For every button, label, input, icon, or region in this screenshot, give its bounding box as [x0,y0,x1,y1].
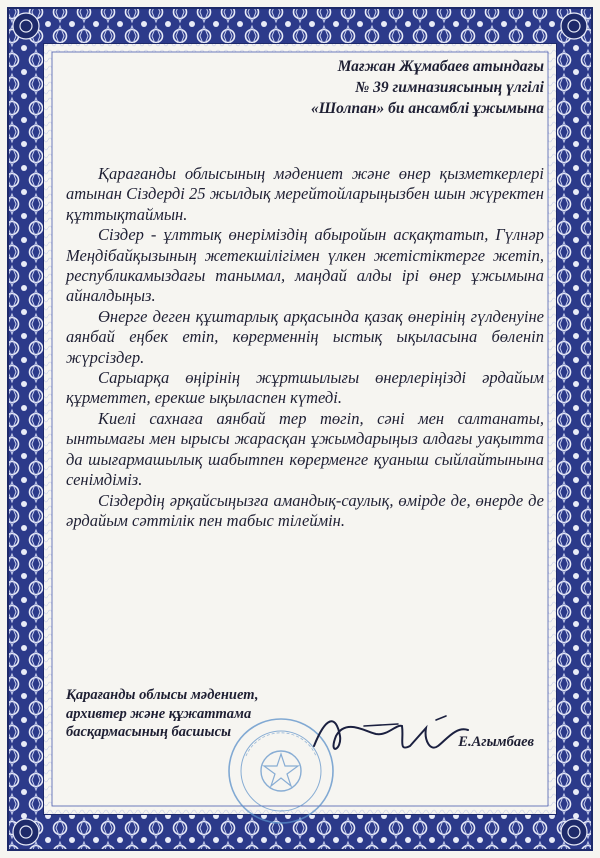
signer-title-line: Қарағанды облысы мәдениет, [66,687,259,703]
letter-body [66,164,544,531]
paragraph: Сарыарқа өңірінің жұртшылығы өнерлеріңізді әрдайым құрметтеп, ерекше ықыласпен күтеді. [66,368,544,408]
addressee-line: № 39 гимназиясының үлгілі [355,79,544,96]
signature-block [66,686,544,806]
addressee-line: Мағжан Жұмабаев атындағы [337,58,544,75]
addressee-block [66,56,544,119]
paragraph: Сіздер - ұлттық өнеріміздің абыройын асқақтатып, Гүлнәр Меңдібайқызының жетекшілігімен үлкен жетістіктерге жетіп, республикамыздағы танымал, маңдай алды ірі өнер ұжымына айналдыңыз. [66,225,544,306]
paragraph: Қарағанды облысының мәдениет және өнер қызметкерлері атынан Сіздерді 25 жылдық мерейтойларыңызбен шын жүректен құттықтаймын. [66,164,544,224]
signer-title-line: архивтер және құжаттама [66,705,252,722]
signer-title-line: басқармасының басшысы [66,724,232,740]
signer-name: Е.Агымбаев [458,734,534,750]
paragraph: Киелі сахнаға аянбай тер төгіп, сәні мен салтанаты, ынтымағы мен ырысы жарасқан ұжымдарыңыз алдағы уақытта да шығармашылық шабытпен көрерменге қуаныш сыйлайтынына сенімдіміз. [66,408,544,490]
letter-content [66,56,544,806]
handwritten-signature [306,706,476,766]
paragraph: Сіздердің әрқайсыңызға амандық-саулық, өмірде де, өнерде де әрдайым сәттілік пен табыс тілеймін. [66,490,544,530]
paragraph: Өнерге деген құштарлық арқасында қазақ өнерінің гүлденуіне аянбай еңбек етіп, көрерменнің ыстық ықыласына бөленіп жүрсіздер. [66,306,544,367]
addressee-line: «Шолпан» би ансамблі ұжымына [310,100,544,117]
